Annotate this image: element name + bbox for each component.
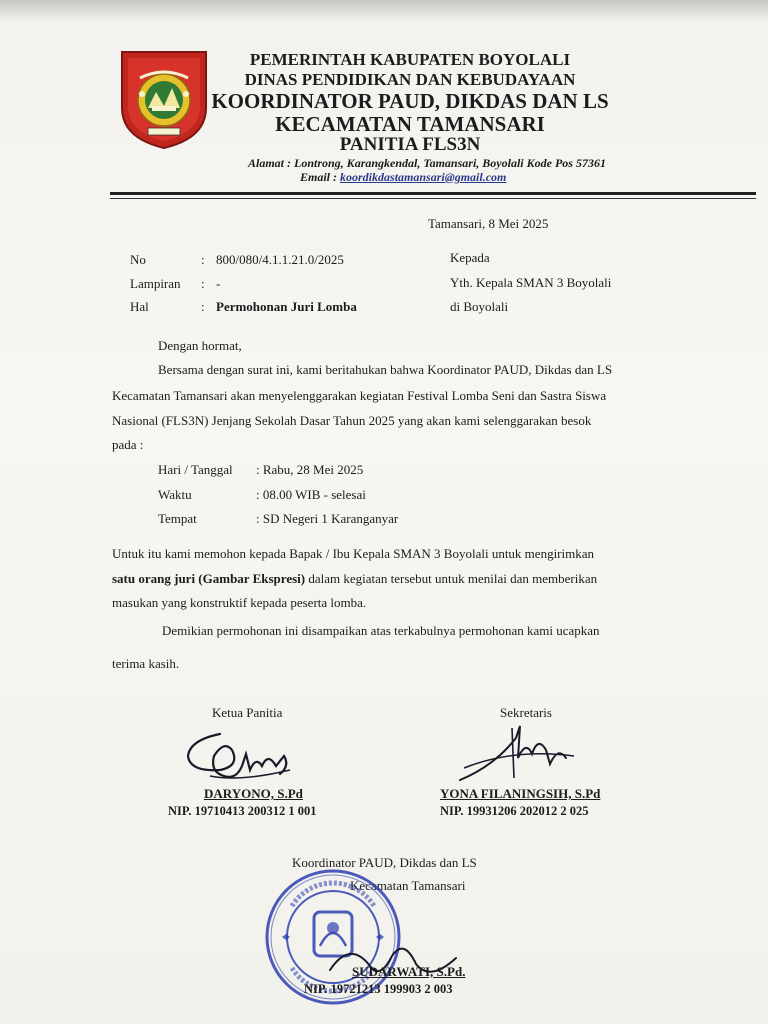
meta-no-value: 800/080/4.1.1.21.0/2025	[216, 252, 344, 267]
meta-lampiran-value: -	[216, 276, 221, 291]
para2-line1: Untuk itu kami memohon kepada Bapak / Ibu Kepala SMAN 3 Boyolali untuk mengirimkan	[112, 546, 595, 561]
kop-rule-thin	[110, 198, 756, 199]
sig-bottom-title1: Koordinator PAUD, Dikdas dan LS	[292, 855, 477, 870]
meta-lampiran-label: Lampiran	[130, 276, 181, 291]
kop-district: KECAMATAN TAMANSARI	[275, 112, 545, 136]
event-place-value: : SD Negeri 1 Karanganyar	[256, 511, 399, 526]
closing-line1: Demikian permohonan ini disampaikan atas terkabulnya permohonan kami ucapkan	[162, 623, 600, 638]
para1-line: Nasional (FLS3N) Jenjang Sekolah Dasar Tahun 2025 yang akan kami selenggarakan besok	[112, 413, 592, 428]
meta-hal-label: Hal	[130, 299, 149, 314]
event-time-value: : 08.00 WIB - selesai	[256, 487, 366, 502]
signature-left-icon	[180, 726, 300, 786]
meta-no-label: No	[130, 252, 146, 267]
sig-right-title: Sekretaris	[500, 705, 552, 720]
kop-department: DINAS PENDIDIKAN DAN KEBUDAYAAN	[244, 70, 576, 89]
event-time-label: Waktu	[158, 487, 192, 502]
sig-left-title: Ketua Panitia	[212, 705, 283, 720]
meta-hal-value: Permohonan Juri Lomba	[216, 299, 357, 314]
para2-line3: masukan yang konstruktif kepada peserta lomba.	[112, 595, 367, 610]
meta-hal-sep: :	[201, 299, 205, 314]
para2-line2-rest: dalam kegiatan tersebut untuk menilai dan memberikan	[305, 571, 598, 586]
sig-bottom-title2: Kecamatan Tamansari	[350, 878, 466, 893]
kop-email-row	[300, 170, 506, 185]
signature-right-icon	[454, 718, 584, 788]
sig-left-name: DARYONO, S.Pd	[204, 786, 303, 801]
sig-bottom-name: SUDARWATI, S.Pd.	[352, 964, 466, 979]
kop-coordinator: KOORDINATOR PAUD, DIKDAS DAN LS	[211, 89, 609, 113]
kop-government: PEMERINTAH KABUPATEN BOYOLALI	[249, 50, 571, 69]
sig-right-name: YONA FILANINGSIH, S.Pd	[440, 786, 601, 801]
kop-address: Alamat : Lontrong, Karangkendal, Tamansari, Boyolali Kode Pos 57361	[248, 156, 606, 170]
para2-line2	[112, 571, 597, 587]
sig-bottom-nip: NIP. 19721213 199903 2 003	[304, 982, 453, 996]
salutation: Dengan hormat,	[158, 338, 242, 353]
event-day-value: : Rabu, 28 Mei 2025	[256, 462, 364, 477]
para1-line: Bersama dengan surat ini, kami beritahukan bahwa Koordinator PAUD, Dikdas dan LS	[158, 362, 613, 377]
scan-shadow	[0, 0, 768, 22]
meta-lampiran-sep: :	[201, 276, 205, 291]
kop-email-link[interactable]: koordikdastamansari@gmail.com	[340, 170, 507, 184]
para1-line: Kecamatan Tamansari akan menyelenggarakan kegiatan Festival Lomba Seni dan Sastra Siswa	[112, 388, 607, 403]
recipient-name: Yth. Kepala SMAN 3 Boyolali	[450, 275, 612, 290]
para1-line: pada :	[112, 437, 144, 452]
kop-email-label: Email :	[300, 170, 338, 184]
event-day-label: Hari / Tanggal	[158, 462, 233, 477]
event-place-label: Tempat	[158, 511, 197, 526]
kop-committee: PANITIA FLS3N	[339, 134, 481, 155]
recipient-kepada: Kepada	[450, 250, 490, 265]
signature-bottom-icon	[320, 930, 470, 990]
sig-right-nip: NIP. 19931206 202012 2 025	[440, 804, 589, 818]
recipient-place: di Boyolali	[450, 299, 509, 314]
kop-rule-thick	[110, 192, 756, 195]
para2-judge-request: satu orang juri (Gambar Ekspresi)	[112, 571, 306, 586]
closing-line2: terima kasih.	[112, 656, 180, 671]
meta-no-sep: :	[201, 252, 205, 267]
letter-date: Tamansari, 8 Mei 2025	[428, 216, 549, 231]
sig-left-nip: NIP. 19710413 200312 1 001	[168, 804, 317, 818]
